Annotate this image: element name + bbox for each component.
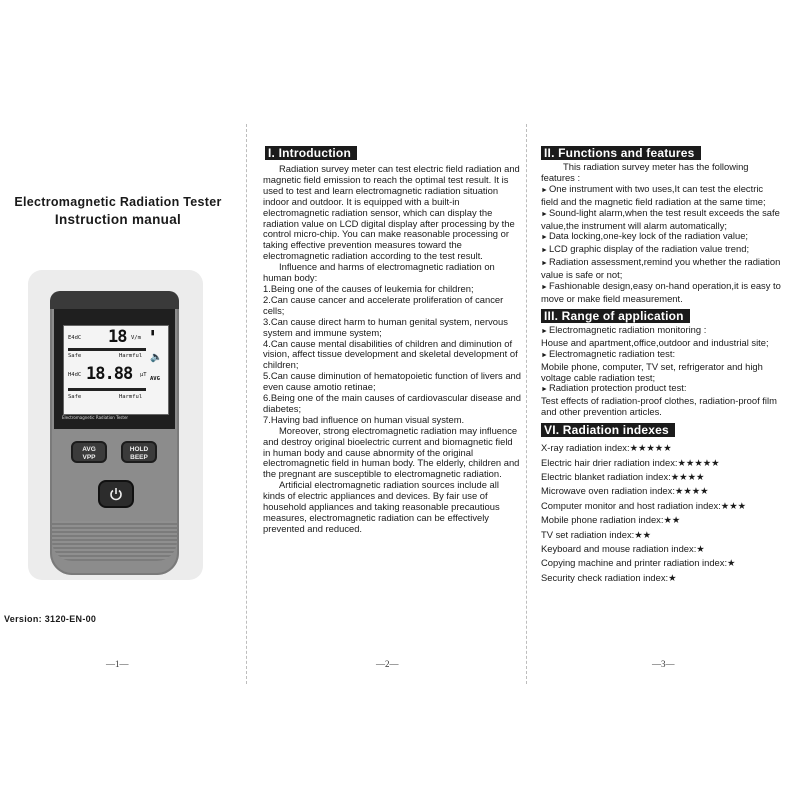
page-number-1: —1— <box>106 659 129 669</box>
application-text: Mobile phone, computer, TV set, refrigerator and high voltage cable radiation test; <box>541 360 763 383</box>
manual-title-line1: Electromagnetic Radiation Tester <box>14 195 222 209</box>
device-lcd <box>63 325 169 415</box>
indexes-list <box>541 441 781 585</box>
feature-item: ► LCD graphic display of the radiation value trend; <box>541 244 781 257</box>
index-item: Computer monitor and host radiation index:★★★ <box>541 499 747 511</box>
application-text: House and apartment,office,outdoor and industrial site; <box>541 336 769 348</box>
applications-list <box>541 325 781 418</box>
harm-item: 7.Having bad influence on human visual system. <box>263 413 465 425</box>
fold-line-left <box>246 124 247 684</box>
index-item: Keyboard and mouse radiation index:★ <box>541 542 705 554</box>
lcd-h-level-bar <box>68 388 146 391</box>
battery-icon: ▮ <box>150 328 156 338</box>
harm-item: 2.Can cause cancer and accelerate proliferation of cancer cells; <box>263 293 504 316</box>
indexes-heading: VI. Radiation indexes <box>541 423 675 437</box>
device-grip <box>52 521 177 561</box>
page-number-2: —2— <box>376 659 399 669</box>
lcd-h-label: H4dC <box>68 372 82 378</box>
moreover-paragraph: Moreover, strong electromagnetic radiation may influence and destroy original bioelectric current and biomagnetic field in human body and cause abnormity of the original electromagnetic field in human body. The elderly, children and the pregnant are susceptible to electromagnetic radiation. <box>263 424 520 480</box>
introduction-heading: I. Introduction <box>265 146 357 160</box>
influence-intro: Influence and harms of electromagnetic radiation on human body: <box>263 261 495 284</box>
lcd-e-unit: V/m <box>131 335 141 341</box>
lcd-harmful-bottom: Harmful <box>119 394 143 400</box>
harms-list <box>263 284 521 426</box>
introduction-column <box>263 146 521 535</box>
hold-beep-button[interactable] <box>121 441 157 463</box>
lcd-e-label: E4dC <box>68 335 82 341</box>
index-item: Mobile phone radiation index:★★ <box>541 514 681 526</box>
lcd-avg: AVG <box>150 376 160 382</box>
feature-item: ► Data locking,one-key lock of the radiation value; <box>541 231 781 244</box>
fold-line-right <box>526 124 527 684</box>
lcd-e-level-bar <box>68 348 146 351</box>
index-item: Microwave oven radiation index:★★★★ <box>541 485 709 497</box>
application-title: ► Radiation protection product test: <box>541 383 781 396</box>
power-icon <box>109 487 123 501</box>
index-item: X-ray radiation index:★★★★★ <box>541 442 672 454</box>
range-heading: III. Range of application <box>541 309 690 323</box>
intro-paragraph: Radiation survey meter can test electric field radiation and magnetic field emission to reach the optimal test result. It is used to test and learn electromagnetic radiation situation indoor and outdoor. It is equipped with a built-in electromagnetic radiation sensor, which can display the radiation value on LCD digital display after processing by the control micro-chip. You can make reasonable processing or taking effective prevention measures toward the electromagnetic radiation according to the test result. <box>263 163 520 262</box>
avg-label: AVG <box>82 446 96 453</box>
lcd-safe-bottom: Safe <box>68 394 82 400</box>
harm-item: 6.Being one of the main causes of cardiovascular disease and diabetes; <box>263 392 521 414</box>
page-number-3: —3— <box>652 659 675 669</box>
manual-title-line2: Instruction manual <box>54 212 182 227</box>
index-item: TV set radiation index:★★ <box>541 528 652 540</box>
functions-heading: II. Functions and features <box>541 146 701 160</box>
harm-item: 4.Can cause mental disabilities of children and diminution of vision, affect tissue development and skeletal development of children; <box>263 337 518 371</box>
harm-item: 3.Can cause direct harm to human genital system, nervous system and immune system; <box>263 315 508 338</box>
beep-label: BEEP <box>130 454 148 461</box>
index-item: Electric blanket radiation index:★★★★ <box>541 470 705 482</box>
index-item: Electric hair drier radiation index:★★★★★ <box>541 456 720 468</box>
hold-label: HOLD <box>129 446 149 453</box>
speaker-icon: 🔈 <box>150 352 163 363</box>
device-illustration <box>50 291 179 575</box>
power-button[interactable] <box>98 480 134 508</box>
index-item: Copying machine and printer radiation index:★ <box>541 557 736 569</box>
version-label: Version: 3120-EN-00 <box>4 614 97 624</box>
application-title: ► Electromagnetic radiation monitoring : <box>541 325 781 338</box>
avg-vpp-button[interactable] <box>71 441 107 463</box>
application-title: ► Electromagnetic radiation test: <box>541 349 781 362</box>
device-brand-line: Electromagnetic Radiation Tester <box>62 415 129 420</box>
lcd-h-unit: µT <box>140 372 147 378</box>
functions-column <box>541 146 781 585</box>
harm-item: 5.Can cause diminution of hematopoietic function of livers and even cause amotio retinae; <box>263 370 521 393</box>
feature-item: ► Fashionable design,easy on-hand operation,it is easy to move or make field measurement. <box>541 281 781 305</box>
feature-item: ► One instrument with two uses,It can test the electric field and the magnetic field radiation at the same time; <box>541 184 781 208</box>
device-sensor-cap <box>50 291 179 309</box>
lcd-e-value: 18 <box>108 327 127 347</box>
functions-intro: This radiation survey meter has the following features : <box>541 161 749 183</box>
features-list <box>541 184 781 305</box>
harm-item: 1.Being one of the causes of leukemia for children; <box>263 282 474 294</box>
lcd-h-value: 18.88 <box>86 364 133 384</box>
index-item: Security check radiation index:★ <box>541 571 677 583</box>
lcd-safe-top: Safe <box>68 353 82 359</box>
artificial-paragraph: Artificial electromagnetic radiation sources include all kinds of electric appliances and devices. By fair use of household appliances and taking reasonable precautious measures, electromagnetic radiation can be effectively prevented and reduced. <box>263 479 500 534</box>
manual-title <box>6 194 230 228</box>
application-text: Test effects of radiation-proof clothes, radiation-proof film and other prevention articles. <box>541 395 777 418</box>
lcd-harmful-top: Harmful <box>119 353 143 359</box>
vpp-label: VPP <box>82 454 96 461</box>
feature-item: ► Radiation assessment,remind you whether the radiation value is safe or not; <box>541 257 781 281</box>
feature-item: ► Sound-light alarm,when the test result exceeds the safe value,the instrument will alarm automatically; <box>541 208 781 232</box>
